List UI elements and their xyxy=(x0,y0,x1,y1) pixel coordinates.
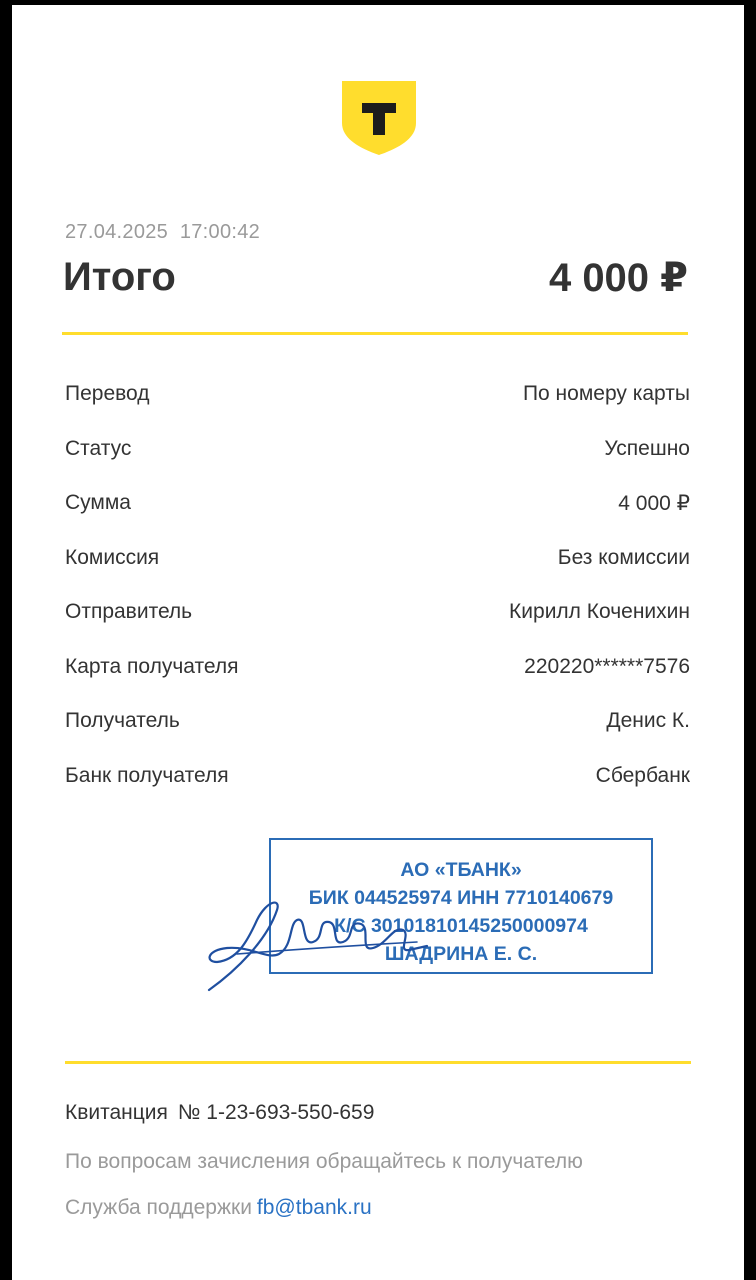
details-list xyxy=(65,367,690,803)
detail-label: Отправитель xyxy=(65,600,193,624)
detail-value: Успешно xyxy=(604,436,690,460)
stamp-and-signature xyxy=(197,830,667,1000)
detail-value: По номеру карты xyxy=(522,382,690,406)
top-divider xyxy=(62,332,688,335)
detail-label: Банк получателя xyxy=(65,763,229,787)
detail-row-status xyxy=(65,422,690,477)
signature xyxy=(197,890,437,1000)
detail-label: Сумма xyxy=(65,491,131,515)
detail-row-recipient-bank xyxy=(65,749,690,804)
detail-label: Комиссия xyxy=(65,545,160,569)
detail-value: 220220******7576 xyxy=(524,654,690,678)
transaction-datetime xyxy=(65,221,260,244)
detail-label: Статус xyxy=(65,436,132,460)
detail-value: Без комиссии xyxy=(557,545,690,569)
detail-row-transfer xyxy=(65,367,690,422)
transaction-time: 17:00:42 xyxy=(179,221,261,243)
detail-row-recipient-card xyxy=(65,640,690,695)
help-text: По вопросам зачисления обращайтесь к получателю xyxy=(65,1150,583,1173)
detail-row-amount xyxy=(65,476,690,531)
receipt-number-line xyxy=(65,1101,374,1125)
detail-label: Получатель xyxy=(65,709,180,733)
detail-value: Кирилл Коченихин xyxy=(509,600,690,624)
detail-value: Сбербанк xyxy=(595,763,690,787)
receipt-card xyxy=(12,5,744,1280)
stamp-signatory: ШАДРИНА Е. С. xyxy=(384,943,538,965)
transaction-date: 27.04.2025 xyxy=(65,221,169,243)
tbank-logo xyxy=(340,79,418,157)
detail-label: Перевод xyxy=(65,382,150,406)
stamp-account: К/С 30101810145250000974 xyxy=(334,915,588,937)
total-label: Итого xyxy=(63,255,176,299)
stamp-bik-inn: БИК 044525974 ИНН 7710140679 xyxy=(308,887,614,909)
support-email-link[interactable]: fb@tbank.ru xyxy=(256,1196,372,1219)
receipt-label: Квитанция xyxy=(65,1101,168,1124)
stamp-bank-name: АО «ТБАНК» xyxy=(400,859,522,881)
support-line xyxy=(65,1196,372,1220)
support-label: Служба поддержки xyxy=(65,1196,252,1219)
detail-row-recipient xyxy=(65,694,690,749)
detail-row-sender xyxy=(65,585,690,640)
detail-row-commission xyxy=(65,531,690,586)
detail-value: 4 000 ₽ xyxy=(618,491,690,515)
detail-value: Денис К. xyxy=(606,709,690,733)
receipt-number: № 1-23-693-550-659 xyxy=(177,1101,375,1124)
bottom-divider xyxy=(65,1061,691,1064)
detail-label: Карта получателя xyxy=(65,654,239,678)
total-amount: 4 000 ₽ xyxy=(548,256,688,300)
